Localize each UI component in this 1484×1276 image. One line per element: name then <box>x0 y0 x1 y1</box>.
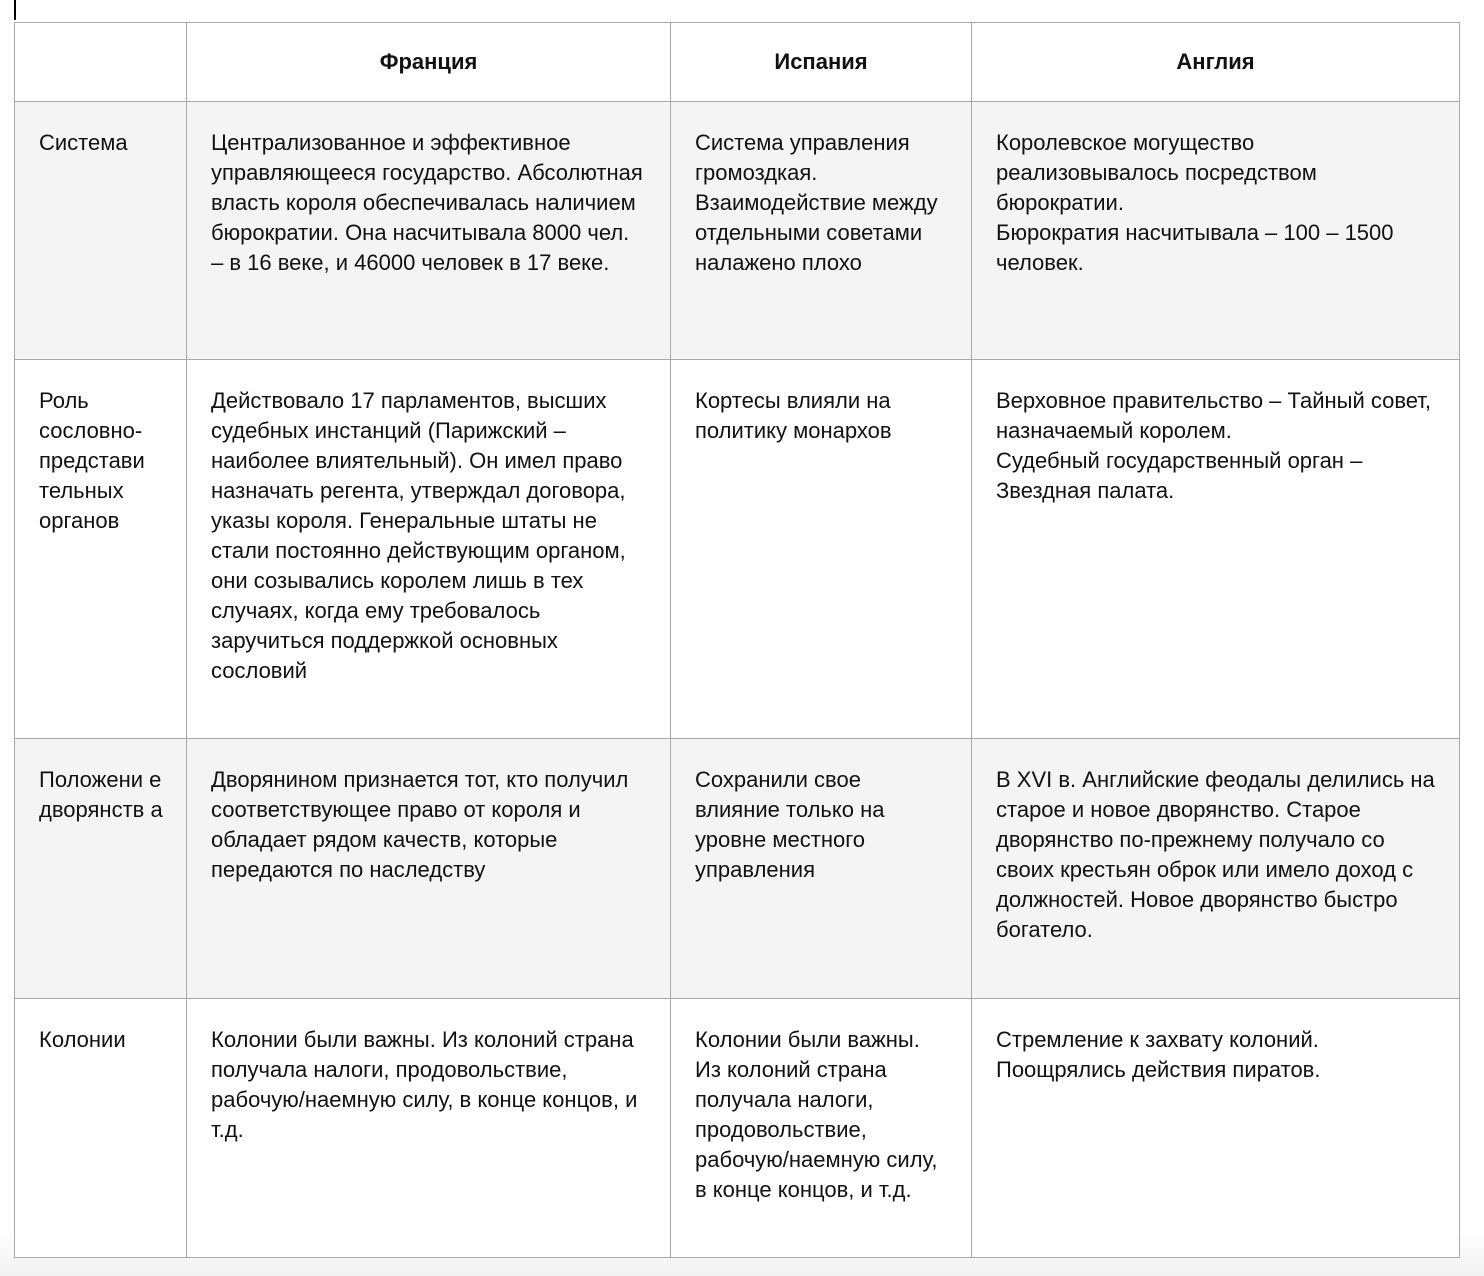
header-row <box>15 23 1460 102</box>
row-label-text: Роль сословно-представи тельных органов <box>39 388 145 533</box>
cell-spain: Система управления громоздкая. Взаимодействие между отдельными советами налажено плохо <box>671 102 972 360</box>
comparison-table <box>14 22 1460 1258</box>
table-row <box>15 102 1460 360</box>
row-label-text: Положени е дворянств а <box>39 767 163 822</box>
cell-spain: Колонии были важны. Из колоний страна получала налоги, продовольствие, рабочую/наемную силу, в конце концов, и т.д. <box>671 999 972 1258</box>
table-row <box>15 739 1460 999</box>
row-label <box>15 360 187 739</box>
cell-england: В XVI в. Английские феодалы делились на старое и новое дворянство. Старое дворянство по-прежнему получало со своих крестьян оброк или имело доход с должностей. Новое дворянство быстро богатело. <box>972 739 1460 999</box>
row-label: Колонии <box>15 999 187 1258</box>
row-label <box>15 739 187 999</box>
header-spain: Испания <box>671 23 972 102</box>
header-england: Англия <box>972 23 1460 102</box>
cell-france: Централизованное и эффективное управляющееся государство. Абсолютная власть короля обеспечивалась наличием бюрократии. Она насчитывала 8000 чел. – в 16 веке, и 46000 человек в 17 веке. <box>187 102 671 360</box>
cell-england: Стремление к захвату колоний. Поощрялись действия пиратов. <box>972 999 1460 1258</box>
cell-france: Колонии были важны. Из колоний страна получала налоги, продовольствие, рабочую/наемную силу, в конце концов, и т.д. <box>187 999 671 1258</box>
cell-france: Дворянином признается тот, кто получил соответствующее право от короля и обладает рядом качеств, которые передаются по наследству <box>187 739 671 999</box>
header-france: Франция <box>187 23 671 102</box>
header-corner-cell <box>15 23 187 102</box>
cell-spain: Сохранили свое влияние только на уровне местного управления <box>671 739 972 999</box>
table-row <box>15 360 1460 739</box>
text-cursor <box>14 0 16 20</box>
row-label: Система <box>15 102 187 360</box>
cell-england: Королевское могущество реализовывалось посредством бюрократии. Бюрократия насчитывала – 100 – 1500 человек. <box>972 102 1460 360</box>
cell-spain: Кортесы влияли на политику монархов <box>671 360 972 739</box>
cell-france: Действовало 17 парламентов, высших судебных инстанций (Парижский – наиболее влиятельный). Он имел право назначать регента, утверждал договора, указы короля. Генеральные штаты не стали постоянно действующим органом, они созывались королем лишь в тех случаях, когда ему требовалось заручиться поддержкой основных сословий <box>187 360 671 739</box>
table-row <box>15 999 1460 1258</box>
cell-england: Верховное правительство – Тайный совет, назначаемый королем. Судебный государственный орган – Звездная палата. <box>972 360 1460 739</box>
